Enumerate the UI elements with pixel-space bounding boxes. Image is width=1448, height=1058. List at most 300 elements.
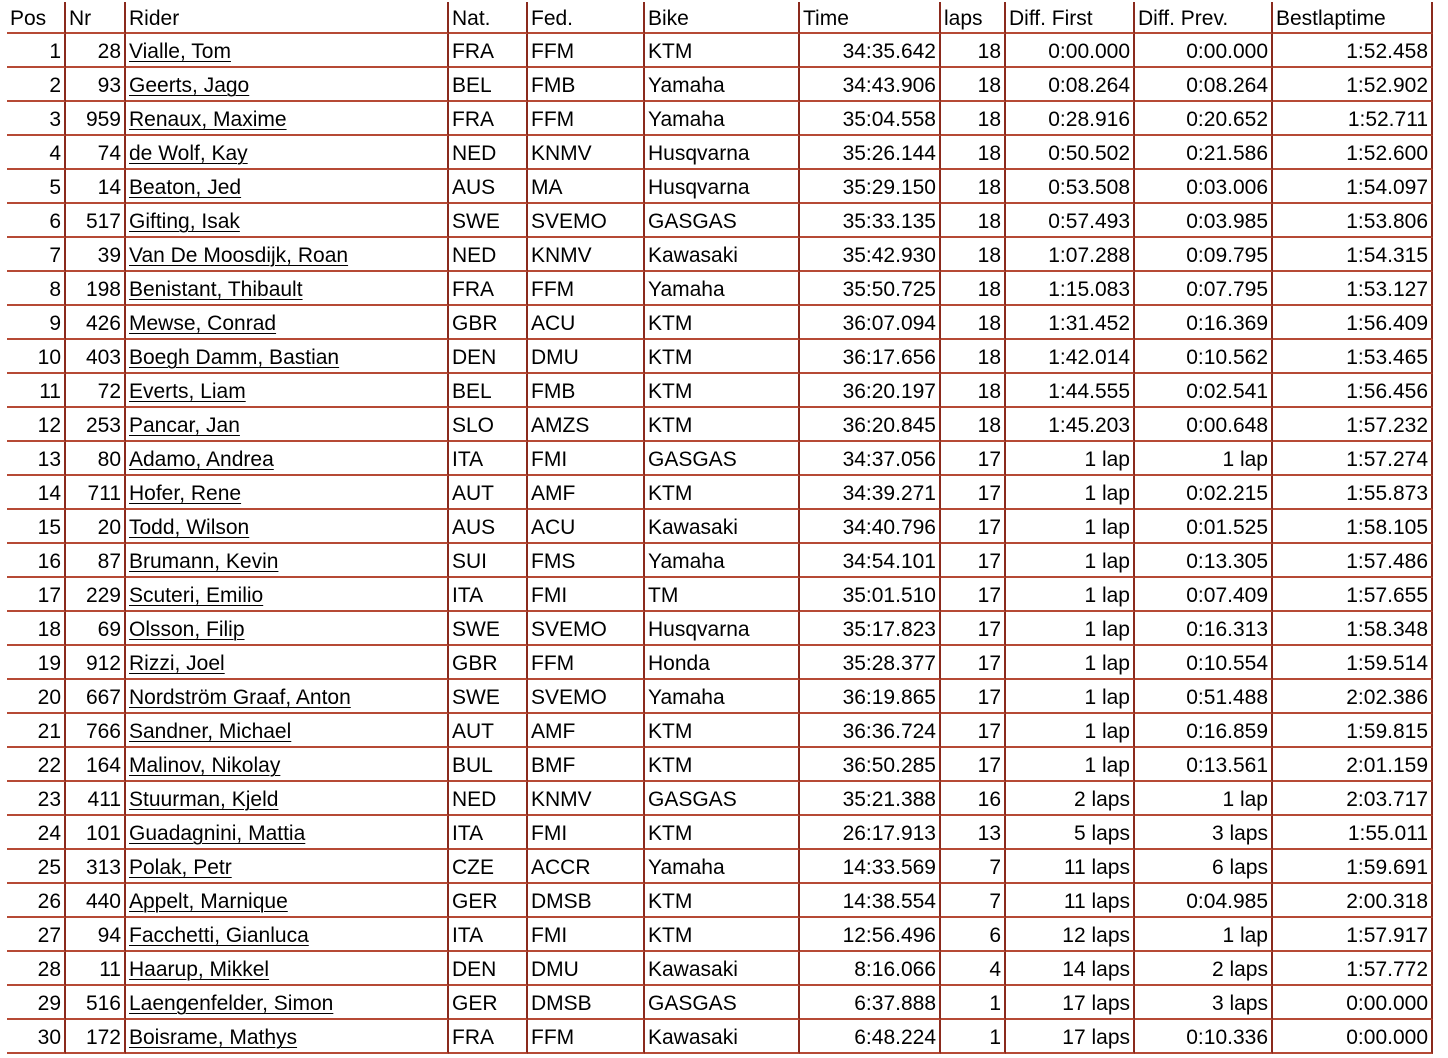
rider-link[interactable]: Renaux, Maxime xyxy=(129,108,287,131)
cell-bestlaptime: 0:00.000 xyxy=(1273,1020,1433,1054)
cell-diff-prev: 0:21.586 xyxy=(1135,136,1273,170)
cell-time: 34:54.101 xyxy=(800,544,941,578)
cell-bike: Kawasaki xyxy=(645,510,800,544)
cell-diff-prev: 0:04.985 xyxy=(1135,884,1273,918)
cell-diff-prev: 0:09.795 xyxy=(1135,238,1273,272)
cell-bestlaptime: 1:56.456 xyxy=(1273,374,1433,408)
cell-nr: 69 xyxy=(66,612,126,646)
cell-nat: BEL xyxy=(449,68,528,102)
cell-nr: 403 xyxy=(66,340,126,374)
cell-fed: SVEMO xyxy=(528,680,645,714)
cell-diff-prev: 2 laps xyxy=(1135,952,1273,986)
cell-pos: 10 xyxy=(7,340,66,374)
cell-bike: KTM xyxy=(645,884,800,918)
cell-pos: 28 xyxy=(7,952,66,986)
cell-rider xyxy=(126,918,449,952)
cell-nat: SUI xyxy=(449,544,528,578)
cell-nat: NED xyxy=(449,238,528,272)
cell-rider xyxy=(126,680,449,714)
cell-bestlaptime: 2:00.318 xyxy=(1273,884,1433,918)
cell-diff-prev: 3 laps xyxy=(1135,816,1273,850)
cell-rider xyxy=(126,1020,449,1054)
cell-diff-prev: 0:02.541 xyxy=(1135,374,1273,408)
cell-nat: ITA xyxy=(449,816,528,850)
table-row xyxy=(7,952,1433,986)
cell-diff-first: 1:44.555 xyxy=(1006,374,1135,408)
table-row xyxy=(7,68,1433,102)
cell-nat: AUT xyxy=(449,476,528,510)
cell-nr: 516 xyxy=(66,986,126,1020)
cell-diff-first: 1 lap xyxy=(1006,544,1135,578)
cell-bestlaptime: 1:57.274 xyxy=(1273,442,1433,476)
cell-bestlaptime: 1:55.011 xyxy=(1273,816,1433,850)
cell-rider xyxy=(126,578,449,612)
cell-diff-first: 1:07.288 xyxy=(1006,238,1135,272)
cell-diff-prev: 0:13.561 xyxy=(1135,748,1273,782)
table-row xyxy=(7,374,1433,408)
cell-laps: 18 xyxy=(941,306,1006,340)
table-row xyxy=(7,850,1433,884)
cell-nat: FRA xyxy=(449,34,528,68)
results-table xyxy=(7,2,1433,1054)
table-row xyxy=(7,646,1433,680)
table-row xyxy=(7,578,1433,612)
cell-time: 35:28.377 xyxy=(800,646,941,680)
cell-laps: 1 xyxy=(941,986,1006,1020)
table-row xyxy=(7,442,1433,476)
cell-nr: 94 xyxy=(66,918,126,952)
column-header-bestlaptime: Bestlaptime xyxy=(1273,2,1433,34)
cell-fed: ACCR xyxy=(528,850,645,884)
cell-laps: 16 xyxy=(941,782,1006,816)
cell-time: 35:01.510 xyxy=(800,578,941,612)
cell-nr: 39 xyxy=(66,238,126,272)
cell-pos: 22 xyxy=(7,748,66,782)
cell-diff-first: 2 laps xyxy=(1006,782,1135,816)
rider-link[interactable]: Boegh Damm, Bastian xyxy=(129,346,340,369)
cell-pos: 4 xyxy=(7,136,66,170)
cell-laps: 17 xyxy=(941,544,1006,578)
cell-time: 35:26.144 xyxy=(800,136,941,170)
cell-diff-first: 1 lap xyxy=(1006,578,1135,612)
cell-nat: GBR xyxy=(449,306,528,340)
cell-pos: 12 xyxy=(7,408,66,442)
cell-pos: 11 xyxy=(7,374,66,408)
cell-nr: 440 xyxy=(66,884,126,918)
cell-nr: 411 xyxy=(66,782,126,816)
cell-bestlaptime: 1:52.600 xyxy=(1273,136,1433,170)
rider-link[interactable]: Hofer, Rene xyxy=(129,482,242,505)
cell-bestlaptime: 1:52.458 xyxy=(1273,34,1433,68)
cell-time: 14:38.554 xyxy=(800,884,941,918)
cell-nr: 229 xyxy=(66,578,126,612)
cell-rider xyxy=(126,272,449,306)
cell-rider xyxy=(126,510,449,544)
cell-bike: GASGAS xyxy=(645,986,800,1020)
cell-fed: FMB xyxy=(528,374,645,408)
cell-nr: 93 xyxy=(66,68,126,102)
cell-fed: KNMV xyxy=(528,136,645,170)
cell-bestlaptime: 2:01.159 xyxy=(1273,748,1433,782)
cell-laps: 17 xyxy=(941,646,1006,680)
cell-fed: FMS xyxy=(528,544,645,578)
cell-diff-first: 1:45.203 xyxy=(1006,408,1135,442)
table-row xyxy=(7,986,1433,1020)
cell-diff-first: 1:15.083 xyxy=(1006,272,1135,306)
table-row xyxy=(7,884,1433,918)
rider-link[interactable]: Todd, Wilson xyxy=(129,516,250,539)
cell-nat: FRA xyxy=(449,1020,528,1054)
cell-pos: 3 xyxy=(7,102,66,136)
cell-rider xyxy=(126,102,449,136)
table-row xyxy=(7,102,1433,136)
cell-fed: FFM xyxy=(528,646,645,680)
cell-nr: 198 xyxy=(66,272,126,306)
cell-time: 35:21.388 xyxy=(800,782,941,816)
table-row xyxy=(7,510,1433,544)
table-row xyxy=(7,476,1433,510)
cell-bestlaptime: 1:53.806 xyxy=(1273,204,1433,238)
rider-link[interactable]: Beaton, Jed xyxy=(129,176,242,199)
cell-time: 6:37.888 xyxy=(800,986,941,1020)
cell-pos: 8 xyxy=(7,272,66,306)
cell-rider xyxy=(126,952,449,986)
cell-nat: ITA xyxy=(449,918,528,952)
cell-nat: NED xyxy=(449,136,528,170)
column-header-diff-first: Diff. First xyxy=(1006,2,1135,34)
cell-diff-prev: 6 laps xyxy=(1135,850,1273,884)
cell-nat: SLO xyxy=(449,408,528,442)
cell-fed: FFM xyxy=(528,272,645,306)
cell-bike: KTM xyxy=(645,340,800,374)
column-header-pos: Pos xyxy=(7,2,66,34)
cell-diff-first: 1 lap xyxy=(1006,442,1135,476)
cell-diff-first: 17 laps xyxy=(1006,986,1135,1020)
cell-bestlaptime: 1:57.232 xyxy=(1273,408,1433,442)
cell-pos: 1 xyxy=(7,34,66,68)
cell-diff-prev: 0:10.554 xyxy=(1135,646,1273,680)
cell-diff-prev: 0:00.648 xyxy=(1135,408,1273,442)
rider-link[interactable]: Pancar, Jan xyxy=(129,414,240,437)
cell-time: 36:19.865 xyxy=(800,680,941,714)
cell-bestlaptime: 1:52.902 xyxy=(1273,68,1433,102)
cell-time: 34:37.056 xyxy=(800,442,941,476)
rider-link[interactable]: de Wolf, Kay xyxy=(129,142,248,165)
cell-nr: 72 xyxy=(66,374,126,408)
table-row xyxy=(7,782,1433,816)
cell-laps: 18 xyxy=(941,204,1006,238)
cell-bike: Yamaha xyxy=(645,544,800,578)
cell-laps: 7 xyxy=(941,884,1006,918)
rider-link[interactable]: Appelt, Marnique xyxy=(129,890,288,913)
cell-laps: 17 xyxy=(941,714,1006,748)
cell-fed: ACU xyxy=(528,306,645,340)
rider-link[interactable]: Malinov, Nikolay xyxy=(129,754,281,777)
cell-pos: 21 xyxy=(7,714,66,748)
cell-bike: KTM xyxy=(645,374,800,408)
cell-diff-first: 1 lap xyxy=(1006,612,1135,646)
table-row xyxy=(7,544,1433,578)
cell-laps: 18 xyxy=(941,408,1006,442)
rider-link[interactable]: Gifting, Isak xyxy=(129,210,240,233)
cell-pos: 13 xyxy=(7,442,66,476)
cell-bestlaptime: 1:57.655 xyxy=(1273,578,1433,612)
cell-bike: KTM xyxy=(645,748,800,782)
cell-pos: 24 xyxy=(7,816,66,850)
cell-pos: 26 xyxy=(7,884,66,918)
cell-diff-prev: 0:07.795 xyxy=(1135,272,1273,306)
results-table-body xyxy=(7,34,1433,1054)
cell-diff-prev: 1 lap xyxy=(1135,918,1273,952)
cell-bike: Yamaha xyxy=(645,102,800,136)
rider-link[interactable]: Rizzi, Joel xyxy=(129,652,225,675)
cell-bestlaptime: 2:02.386 xyxy=(1273,680,1433,714)
cell-nr: 28 xyxy=(66,34,126,68)
cell-time: 35:42.930 xyxy=(800,238,941,272)
cell-pos: 17 xyxy=(7,578,66,612)
cell-rider xyxy=(126,374,449,408)
cell-pos: 18 xyxy=(7,612,66,646)
cell-fed: MA xyxy=(528,170,645,204)
cell-rider xyxy=(126,714,449,748)
rider-link[interactable]: Nordström Graaf, Anton xyxy=(129,686,351,709)
cell-fed: DMU xyxy=(528,952,645,986)
cell-time: 36:20.197 xyxy=(800,374,941,408)
cell-diff-prev: 0:07.409 xyxy=(1135,578,1273,612)
cell-diff-prev: 0:00.000 xyxy=(1135,34,1273,68)
cell-bike: Yamaha xyxy=(645,272,800,306)
rider-link[interactable]: Boisrame, Mathys xyxy=(129,1026,298,1049)
cell-nat: CZE xyxy=(449,850,528,884)
cell-fed: DMSB xyxy=(528,986,645,1020)
cell-time: 36:36.724 xyxy=(800,714,941,748)
cell-pos: 30 xyxy=(7,1020,66,1054)
cell-nat: DEN xyxy=(449,952,528,986)
cell-laps: 18 xyxy=(941,34,1006,68)
cell-pos: 23 xyxy=(7,782,66,816)
cell-bike: Husqvarna xyxy=(645,612,800,646)
cell-fed: KNMV xyxy=(528,782,645,816)
cell-laps: 4 xyxy=(941,952,1006,986)
rider-link[interactable]: Laengenfelder, Simon xyxy=(129,992,334,1015)
cell-fed: BMF xyxy=(528,748,645,782)
rider-link[interactable]: Polak, Petr xyxy=(129,856,232,879)
cell-diff-first: 12 laps xyxy=(1006,918,1135,952)
cell-rider xyxy=(126,408,449,442)
cell-bike: Kawasaki xyxy=(645,1020,800,1054)
rider-link[interactable]: Olsson, Filip xyxy=(129,618,245,641)
cell-bestlaptime: 1:58.348 xyxy=(1273,612,1433,646)
header-row xyxy=(7,2,1433,34)
cell-laps: 7 xyxy=(941,850,1006,884)
cell-rider xyxy=(126,748,449,782)
cell-diff-first: 1 lap xyxy=(1006,510,1135,544)
rider-link[interactable]: Stuurman, Kjeld xyxy=(129,788,279,811)
rider-link[interactable]: Geerts, Jago xyxy=(129,74,250,97)
column-header-nat: Nat. xyxy=(449,2,528,34)
rider-link[interactable]: Benistant, Thibault xyxy=(129,278,303,301)
cell-nr: 20 xyxy=(66,510,126,544)
table-row xyxy=(7,1020,1433,1054)
cell-pos: 5 xyxy=(7,170,66,204)
cell-diff-prev: 0:16.313 xyxy=(1135,612,1273,646)
cell-diff-first: 1:31.452 xyxy=(1006,306,1135,340)
cell-time: 36:07.094 xyxy=(800,306,941,340)
cell-laps: 17 xyxy=(941,680,1006,714)
column-header-time: Time xyxy=(800,2,941,34)
table-row xyxy=(7,748,1433,782)
cell-time: 35:17.823 xyxy=(800,612,941,646)
table-row xyxy=(7,34,1433,68)
cell-time: 34:40.796 xyxy=(800,510,941,544)
cell-rider xyxy=(126,986,449,1020)
cell-nr: 667 xyxy=(66,680,126,714)
cell-nat: GER xyxy=(449,986,528,1020)
cell-diff-prev: 1 lap xyxy=(1135,782,1273,816)
cell-bestlaptime: 1:59.815 xyxy=(1273,714,1433,748)
cell-diff-prev: 0:03.985 xyxy=(1135,204,1273,238)
cell-diff-first: 0:53.508 xyxy=(1006,170,1135,204)
cell-diff-prev: 0:13.305 xyxy=(1135,544,1273,578)
cell-time: 8:16.066 xyxy=(800,952,941,986)
cell-nat: ITA xyxy=(449,578,528,612)
cell-nat: GBR xyxy=(449,646,528,680)
cell-bike: KTM xyxy=(645,306,800,340)
cell-diff-prev: 0:03.006 xyxy=(1135,170,1273,204)
cell-time: 6:48.224 xyxy=(800,1020,941,1054)
cell-pos: 20 xyxy=(7,680,66,714)
cell-diff-prev: 0:02.215 xyxy=(1135,476,1273,510)
cell-nat: SWE xyxy=(449,612,528,646)
cell-bike: KTM xyxy=(645,714,800,748)
table-row xyxy=(7,340,1433,374)
cell-laps: 18 xyxy=(941,170,1006,204)
cell-fed: FMI xyxy=(528,578,645,612)
cell-diff-first: 14 laps xyxy=(1006,952,1135,986)
cell-rider xyxy=(126,306,449,340)
cell-diff-first: 1 lap xyxy=(1006,714,1135,748)
cell-rider xyxy=(126,544,449,578)
cell-time: 35:33.135 xyxy=(800,204,941,238)
cell-time: 35:29.150 xyxy=(800,170,941,204)
results-table-header xyxy=(7,2,1433,34)
rider-link[interactable]: Sandner, Michael xyxy=(129,720,292,743)
cell-time: 36:50.285 xyxy=(800,748,941,782)
cell-diff-first: 1 lap xyxy=(1006,646,1135,680)
cell-pos: 14 xyxy=(7,476,66,510)
cell-rider xyxy=(126,816,449,850)
rider-link[interactable]: Adamo, Andrea xyxy=(129,448,274,471)
cell-bike: Honda xyxy=(645,646,800,680)
table-row xyxy=(7,714,1433,748)
cell-diff-first: 1 lap xyxy=(1006,476,1135,510)
cell-fed: KNMV xyxy=(528,238,645,272)
cell-nat: ITA xyxy=(449,442,528,476)
cell-bike: GASGAS xyxy=(645,204,800,238)
cell-nat: SWE xyxy=(449,204,528,238)
cell-nr: 711 xyxy=(66,476,126,510)
table-row xyxy=(7,306,1433,340)
cell-diff-prev: 0:20.652 xyxy=(1135,102,1273,136)
cell-bike: KTM xyxy=(645,476,800,510)
rider-link[interactable]: Facchetti, Gianluca xyxy=(129,924,309,947)
cell-diff-first: 0:00.000 xyxy=(1006,34,1135,68)
cell-rider xyxy=(126,884,449,918)
cell-nat: BUL xyxy=(449,748,528,782)
column-header-diff-prev: Diff. Prev. xyxy=(1135,2,1273,34)
cell-bike: GASGAS xyxy=(645,782,800,816)
cell-rider xyxy=(126,850,449,884)
cell-time: 35:04.558 xyxy=(800,102,941,136)
cell-diff-first: 1 lap xyxy=(1006,748,1135,782)
table-row xyxy=(7,170,1433,204)
cell-fed: FMI xyxy=(528,918,645,952)
rider-link[interactable]: Everts, Liam xyxy=(129,380,246,403)
table-row xyxy=(7,816,1433,850)
cell-diff-prev: 1 lap xyxy=(1135,442,1273,476)
cell-bike: GASGAS xyxy=(645,442,800,476)
cell-fed: AMF xyxy=(528,476,645,510)
cell-laps: 18 xyxy=(941,68,1006,102)
cell-bestlaptime: 1:57.917 xyxy=(1273,918,1433,952)
rider-link[interactable]: Brumann, Kevin xyxy=(129,550,279,573)
table-row xyxy=(7,204,1433,238)
cell-time: 34:39.271 xyxy=(800,476,941,510)
cell-nat: DEN xyxy=(449,340,528,374)
cell-laps: 18 xyxy=(941,340,1006,374)
cell-fed: FFM xyxy=(528,1020,645,1054)
cell-bike: Husqvarna xyxy=(645,170,800,204)
cell-laps: 18 xyxy=(941,102,1006,136)
cell-fed: SVEMO xyxy=(528,204,645,238)
column-header-nr: Nr xyxy=(66,2,126,34)
cell-rider xyxy=(126,442,449,476)
rider-link[interactable]: Mewse, Conrad xyxy=(129,312,277,335)
cell-diff-prev: 0:08.264 xyxy=(1135,68,1273,102)
cell-diff-first: 11 laps xyxy=(1006,884,1135,918)
cell-fed: FMI xyxy=(528,442,645,476)
cell-time: 14:33.569 xyxy=(800,850,941,884)
cell-fed: ACU xyxy=(528,510,645,544)
cell-diff-first: 1 lap xyxy=(1006,680,1135,714)
rider-link[interactable]: Guadagnini, Mattia xyxy=(129,822,306,845)
cell-laps: 1 xyxy=(941,1020,1006,1054)
rider-link[interactable]: Scuteri, Emilio xyxy=(129,584,264,607)
rider-link[interactable]: Haarup, Mikkel xyxy=(129,958,270,981)
cell-rider xyxy=(126,646,449,680)
cell-laps: 18 xyxy=(941,272,1006,306)
cell-rider xyxy=(126,238,449,272)
cell-bestlaptime: 1:54.315 xyxy=(1273,238,1433,272)
cell-diff-prev: 0:51.488 xyxy=(1135,680,1273,714)
column-header-fed: Fed. xyxy=(528,2,645,34)
cell-fed: AMF xyxy=(528,714,645,748)
rider-link[interactable]: Vialle, Tom xyxy=(129,40,231,63)
cell-time: 12:56.496 xyxy=(800,918,941,952)
cell-pos: 6 xyxy=(7,204,66,238)
cell-diff-first: 17 laps xyxy=(1006,1020,1135,1054)
cell-nat: AUT xyxy=(449,714,528,748)
column-header-bike: Bike xyxy=(645,2,800,34)
cell-pos: 2 xyxy=(7,68,66,102)
cell-nr: 912 xyxy=(66,646,126,680)
cell-bestlaptime: 1:57.486 xyxy=(1273,544,1433,578)
cell-bike: Yamaha xyxy=(645,680,800,714)
rider-link[interactable]: Van De Moosdijk, Roan xyxy=(129,244,349,267)
cell-diff-first: 5 laps xyxy=(1006,816,1135,850)
cell-time: 35:50.725 xyxy=(800,272,941,306)
table-row xyxy=(7,680,1433,714)
